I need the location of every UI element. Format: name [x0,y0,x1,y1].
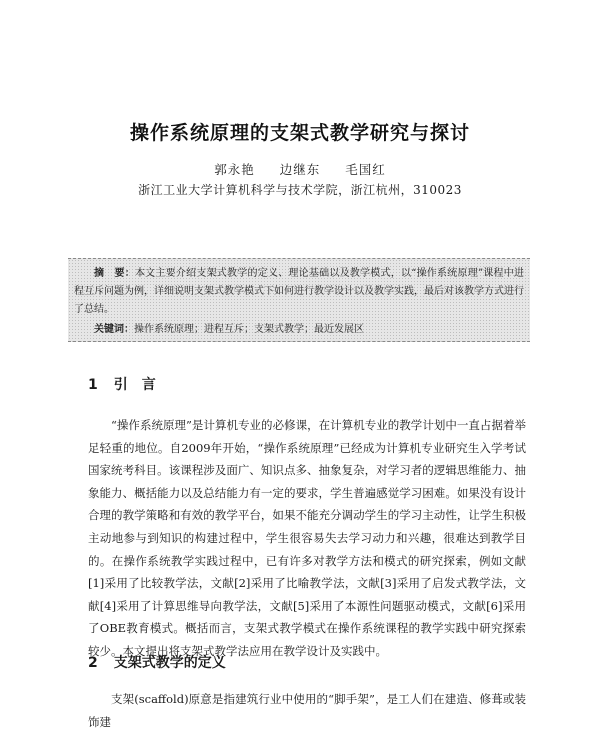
section-title: 支架式教学的定义 [113,655,226,671]
section-title: 引 言 [113,377,156,393]
paper-title: 操作系统原理的支架式教学研究与探讨 [129,122,470,144]
section-body [88,688,526,733]
keywords [74,321,524,339]
abstract-text: 本文主要介绍支架式教学的定义、理论基础以及教学模式，以“操作系统原理”课程中进程互斥问题为例，详细说明支架式教学模式下如何进行教学设计以及教学实践，最后对该教学方式进行了总结。 [74,268,524,315]
author-list [0,160,600,178]
author-name: 毛国红 [345,162,386,177]
section-heading [88,652,226,672]
section-body [88,414,526,663]
keywords-text: 操作系统原理；进程互斥；支架式教学；最近发展区 [134,324,364,335]
paragraph: 支架(scaffold)原意是指建筑行业中使用的“脚手架”，是工人们在建造、修葺或装饰建 [88,692,526,729]
keywords-label: 关键词： [94,324,134,335]
paragraph: “操作系统原理”是计算机专业的必修课，在计算机专业的教学计划中一直占据着举足轻重的地位。自2009年开始，“操作系统原理”已经成为计算机专业研究生入学考试国家统考科目。该课程涉及面广、知识点多、抽象复杂，对学习者的逻辑思维能力、抽象能力、概括能力以及总结能力有一定的要求，学生普遍感觉学习困难。如果没有设计合理的教学策略和有效的教学平台，如果不能充分调动学生的学习主动性，让学生积极主动地参与到知识的构建过程中，学生很容易失去学习动力和兴趣，很难达到教学目的。在操作系统教学实践过程中，已有许多对教学方法和模式的研究探索，例如文献[1]采用了比较教学法，文献[2]采用了比喻教学法，文献[3]采用了启发式教学法，文献[4]采用了计算思维导向教学法，文献[5]采用了本源性问题驱动模式，文献[6]采用了OBE教育模式。概括而言，支架式教学模式在操作系统课程的教学实践中研究探索较少。本文提出将支架式教学法应用在教学设计及实践中。 [88,418,526,658]
abstract-label: 摘 要： [94,268,135,279]
author-name: 郭永艳 [214,162,255,177]
section-heading [88,374,156,394]
abstract [74,265,524,319]
author-name: 边继东 [279,162,321,177]
section-number: 1 [88,377,98,393]
section-number: 2 [88,655,98,671]
author-affiliation: 浙江工业大学计算机科学与技术学院，浙江杭州，310023 [138,183,462,197]
abstract-box [68,258,530,342]
